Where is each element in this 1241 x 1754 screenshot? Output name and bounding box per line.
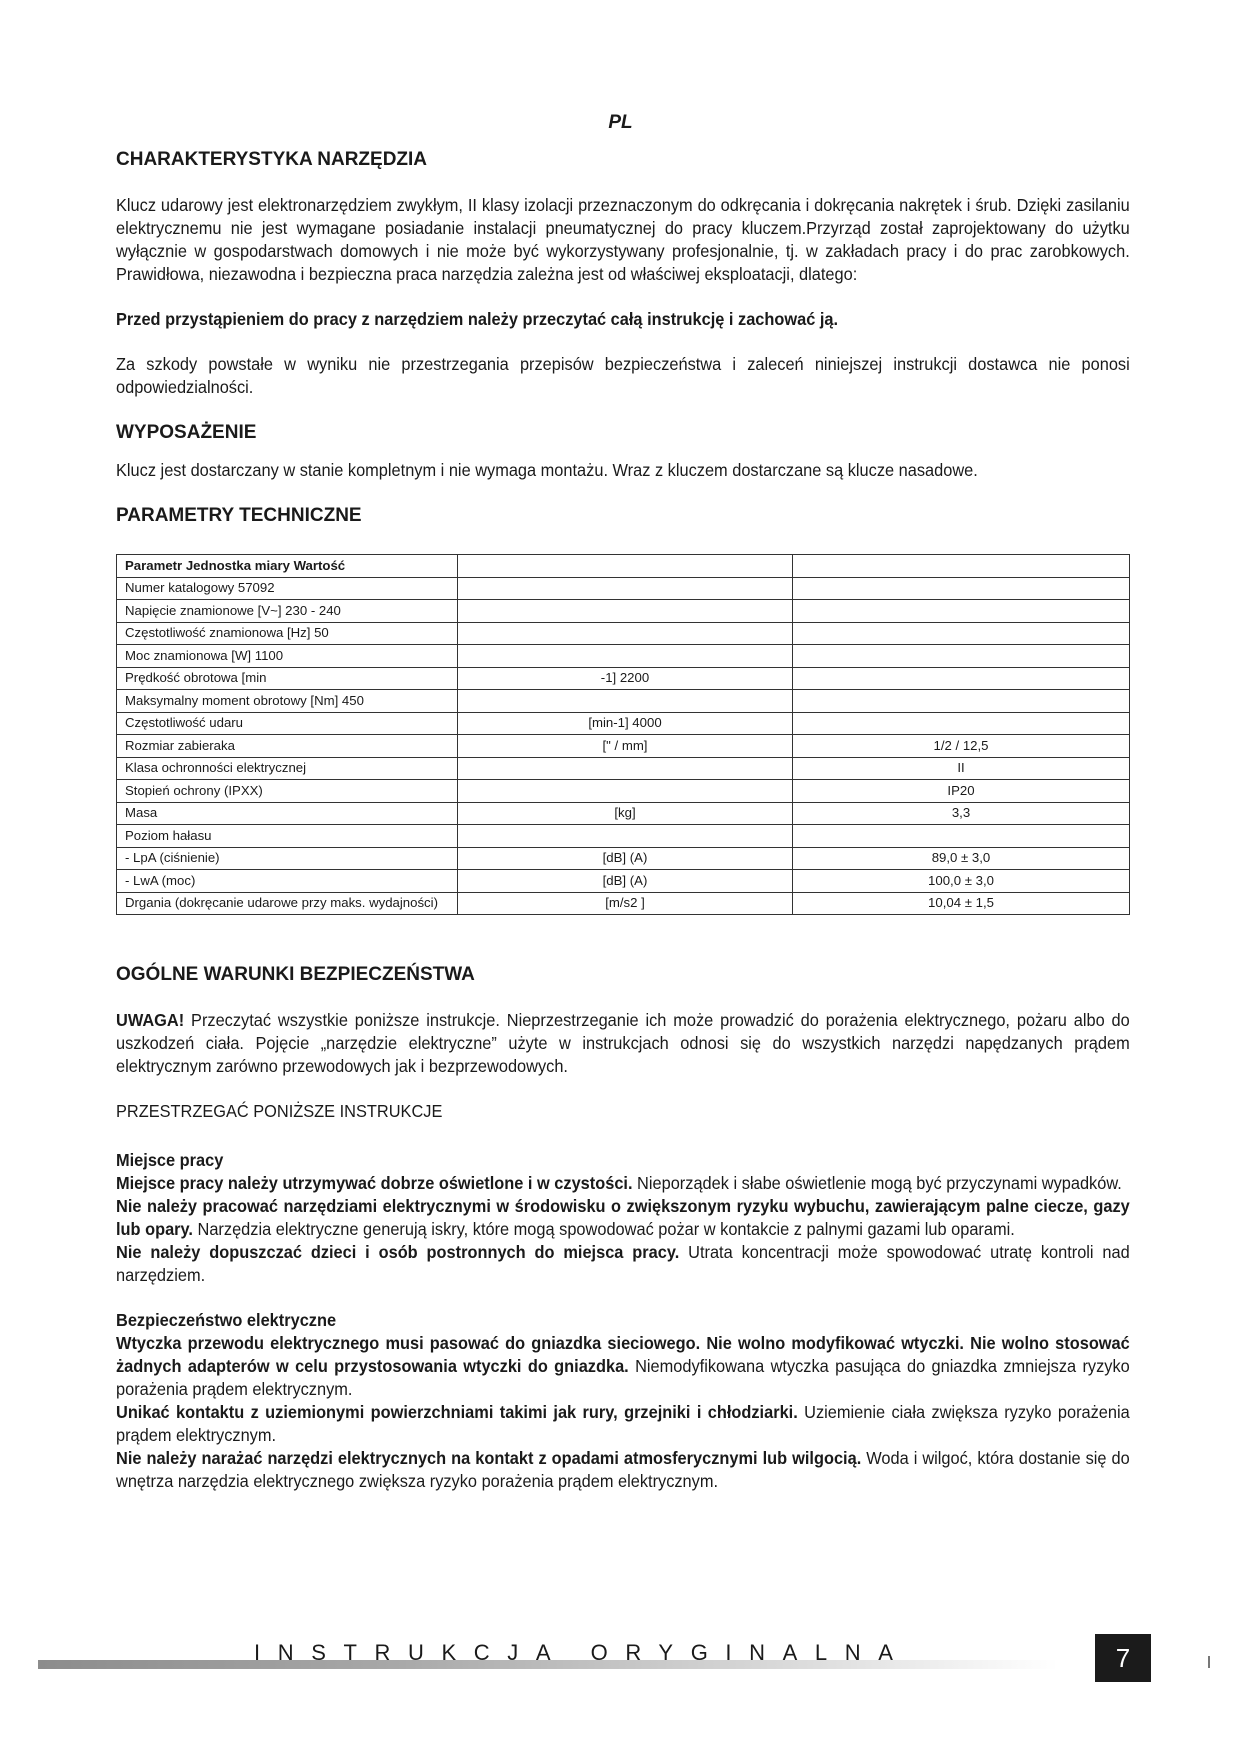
- table-cell: 10,04 ± 1,5: [793, 892, 1130, 915]
- table-cell: [458, 757, 793, 780]
- table-cell: Napięcie znamionowe [V~] 230 - 240: [117, 600, 458, 623]
- table-cell: Rozmiar zabieraka: [117, 735, 458, 758]
- table-cell: [458, 600, 793, 623]
- section-title-technical-parameters: PARAMETRY TECHNICZNE: [116, 505, 362, 526]
- table-row: [117, 645, 1130, 668]
- workplace-item-1-text: Nieporządek i słabe oświetlenie mogą być przyczynami wypadków.: [632, 1173, 1122, 1193]
- table-cell: [793, 825, 1130, 848]
- table-cell: Numer katalogowy 57092: [117, 577, 458, 600]
- paragraph-read-instructions: Przed przystąpieniem do pracy z narzędziem należy przeczytać całą instrukcję i zachować ją.: [116, 309, 839, 329]
- workplace-item-3-bold: Nie należy dopuszczać dzieci i osób postronnych do miejsca pracy.: [116, 1242, 680, 1262]
- table-row: [117, 825, 1130, 848]
- subsection-title-electrical-safety: Bezpieczeństwo elektryczne: [116, 1310, 337, 1330]
- section-title-general-safety: OGÓLNE WARUNKI BEZPIECZEŃSTWA: [116, 964, 475, 985]
- table-row: [117, 735, 1130, 758]
- table-cell: Moc znamionowa [W] 1100: [117, 645, 458, 668]
- table-row: [117, 690, 1130, 713]
- warning-text: Przeczytać wszystkie poniższe instrukcje. Nieprzestrzeganie ich może prowadzić do porażenia elektrycznego, pożaru albo do uszkodzeń ciała. Pojęcie „narzędzie elektryczne” użyte w instrukcjach odnosi się do wszystkich narzędzi napędzanych prądem elektrycznym zarówno przewodowych jak i bezprzewodowych.: [116, 1010, 1130, 1076]
- table-cell: 89,0 ± 3,0: [793, 847, 1130, 870]
- table-cell: [" / mm]: [458, 735, 793, 758]
- paragraph-liability: Za szkody powstałe w wyniku nie przestrzegania przepisów bezpieczeństwa i zaleceń niniejszej instrukcji dostawca nie ponosi odpowiedzialności.: [116, 354, 1130, 397]
- workplace-item-1: [116, 1172, 1130, 1195]
- table-cell: [458, 645, 793, 668]
- edge-mark: [1208, 1656, 1210, 1668]
- table-cell: [793, 645, 1130, 668]
- footer-title: INSTRUKCJA ORYGINALNA: [254, 1640, 911, 1665]
- table-cell: 3,3: [793, 802, 1130, 825]
- table-cell: [793, 712, 1130, 735]
- electrical-item-3-text: Woda i wilgoć, która dostanie się do wnętrza narzędzia elektrycznego zwiększa ryzyko porażenia prądem elektrycznym.: [116, 1448, 1130, 1491]
- table-cell: IP20: [793, 780, 1130, 803]
- table-cell: [kg]: [458, 802, 793, 825]
- electrical-item-1-bold: Wtyczka przewodu elektrycznego musi pasować do gniazdka sieciowego. Nie wolno modyfikować wtyczki. Nie wolno stosować żadnych adapterów w celu przystosowania wtyczki do gniazdka.: [116, 1333, 1130, 1376]
- electrical-item-2: [116, 1401, 1130, 1447]
- electrical-item-3-bold: Nie należy narażać narzędzi elektrycznych na kontakt z opadami atmosferycznymi lub wilgocią.: [116, 1448, 862, 1468]
- page-number: 7: [1095, 1634, 1151, 1682]
- paragraph-warning: [116, 1009, 1130, 1078]
- table-cell: - LpA (ciśnienie): [117, 847, 458, 870]
- table-cell: [dB] (A): [458, 870, 793, 893]
- table-cell: 1/2 / 12,5: [793, 735, 1130, 758]
- table-row: [117, 870, 1130, 893]
- subsection-title-workplace: Miejsce pracy: [116, 1150, 224, 1170]
- technical-parameters-table: [116, 554, 1130, 915]
- table-cell: [458, 825, 793, 848]
- table-cell: [458, 780, 793, 803]
- workplace-item-2-text: Narzędzia elektryczne generują iskry, które mogą spowodować pożar w kontakcie z palnymi gazami lub oparami.: [192, 1219, 1015, 1239]
- table-row: [117, 577, 1130, 600]
- table-cell: Masa: [117, 802, 458, 825]
- table-row: [117, 622, 1130, 645]
- warning-label: UWAGA!: [116, 1010, 185, 1030]
- table-cell: Drgania (dokręcanie udarowe przy maks. wydajności): [117, 892, 458, 915]
- table-cell: - LwA (moc): [117, 870, 458, 893]
- table-header-row: [117, 555, 1130, 578]
- paragraph-description: Klucz udarowy jest elektronarzędziem zwykłym, II klasy izolacji przeznaczonym do odkręcania i dokręcania nakrętek i śrub. Dzięki zasilaniu elektrycznemu nie jest wymagane posiadanie instalacji pneumatycznej do pracy kluczem.Przyrząd został zaprojektowany do użytku wyłącznie w gospodarstwach domowych i nie może być wykorzystywany profesjonalnie, tj. w zakładach pracy i do prac zarobkowych. Prawidłowa, niezawodna i bezpieczna praca narzędzia zależna jest od właściwej eksploatacji, dlatego:: [116, 195, 1130, 284]
- table-cell: [dB] (A): [458, 847, 793, 870]
- table-cell: 100,0 ± 3,0: [793, 870, 1130, 893]
- table-cell: [793, 667, 1130, 690]
- table-row: [117, 780, 1130, 803]
- workplace-item-3-text: Utrata koncentracji może spowodować utratę kontroli nad narzędziem.: [116, 1242, 1130, 1285]
- electrical-item-3: [116, 1447, 1130, 1493]
- table-cell: II: [793, 757, 1130, 780]
- table-row: [117, 892, 1130, 915]
- table-cell: [793, 622, 1130, 645]
- table-row: [117, 802, 1130, 825]
- table-cell: Częstotliwość znamionowa [Hz] 50: [117, 622, 458, 645]
- paragraph-observe-instructions: PRZESTRZEGAĆ PONIŻSZE INSTRUKCJE: [116, 1101, 443, 1121]
- electrical-item-1: [116, 1332, 1130, 1401]
- workplace-item-2: [116, 1195, 1130, 1241]
- table-row: [117, 667, 1130, 690]
- table-cell: [458, 622, 793, 645]
- workplace-item-2-bold: Nie należy pracować narzędziami elektrycznymi w środowisku o zwiększonym ryzyku wybuchu, zawierającym palne ciecze, gazy lub opary.: [116, 1196, 1130, 1239]
- table-cell: [793, 690, 1130, 713]
- table-cell: Poziom hałasu: [117, 825, 458, 848]
- table-row: [117, 847, 1130, 870]
- table-cell: Prędkość obrotowa [min: [117, 667, 458, 690]
- table-cell: [m/s2 ]: [458, 892, 793, 915]
- table-cell: [793, 600, 1130, 623]
- section-title-equipment: WYPOSAŻENIE: [116, 422, 257, 443]
- table-cell: [min-1] 4000: [458, 712, 793, 735]
- workplace-item-3: [116, 1241, 1130, 1287]
- language-code: PL: [608, 112, 633, 133]
- electrical-item-2-text: Uziemienie ciała zwiększa ryzyko porażenia prądem elektrycznym.: [116, 1402, 1130, 1445]
- section-title-characteristics: CHARAKTERYSTYKA NARZĘDZIA: [116, 149, 428, 170]
- table-cell: [458, 555, 793, 578]
- table-cell: Klasa ochronności elektrycznej: [117, 757, 458, 780]
- table-cell: [793, 555, 1130, 578]
- table-row: [117, 600, 1130, 623]
- table-cell: Częstotliwość udaru: [117, 712, 458, 735]
- table-cell: [793, 577, 1130, 600]
- table-row: [117, 712, 1130, 735]
- electrical-item-1-text: Niemodyfikowana wtyczka pasująca do gniazdka zmniejsza ryzyko porażenia prądem elektrycznym.: [116, 1356, 1130, 1399]
- table-cell: -1] 2200: [458, 667, 793, 690]
- table-cell: [458, 690, 793, 713]
- table-cell: Stopień ochrony (IPXX): [117, 780, 458, 803]
- electrical-item-2-bold: Unikać kontaktu z uziemionymi powierzchniami takimi jak rury, grzejniki i chłodziarki.: [116, 1402, 798, 1422]
- table-cell: Maksymalny moment obrotowy [Nm] 450: [117, 690, 458, 713]
- table-cell: [458, 577, 793, 600]
- document-body: [116, 148, 1130, 1493]
- table-cell: Parametr Jednostka miary Wartość: [117, 555, 458, 578]
- workplace-item-1-bold: Miejsce pracy należy utrzymywać dobrze oświetlone i w czystości.: [116, 1173, 633, 1193]
- paragraph-equipment: Klucz jest dostarczany w stanie kompletnym i nie wymaga montażu. Wraz z kluczem dostarczane są klucze nasadowe.: [116, 460, 978, 480]
- table-row: [117, 757, 1130, 780]
